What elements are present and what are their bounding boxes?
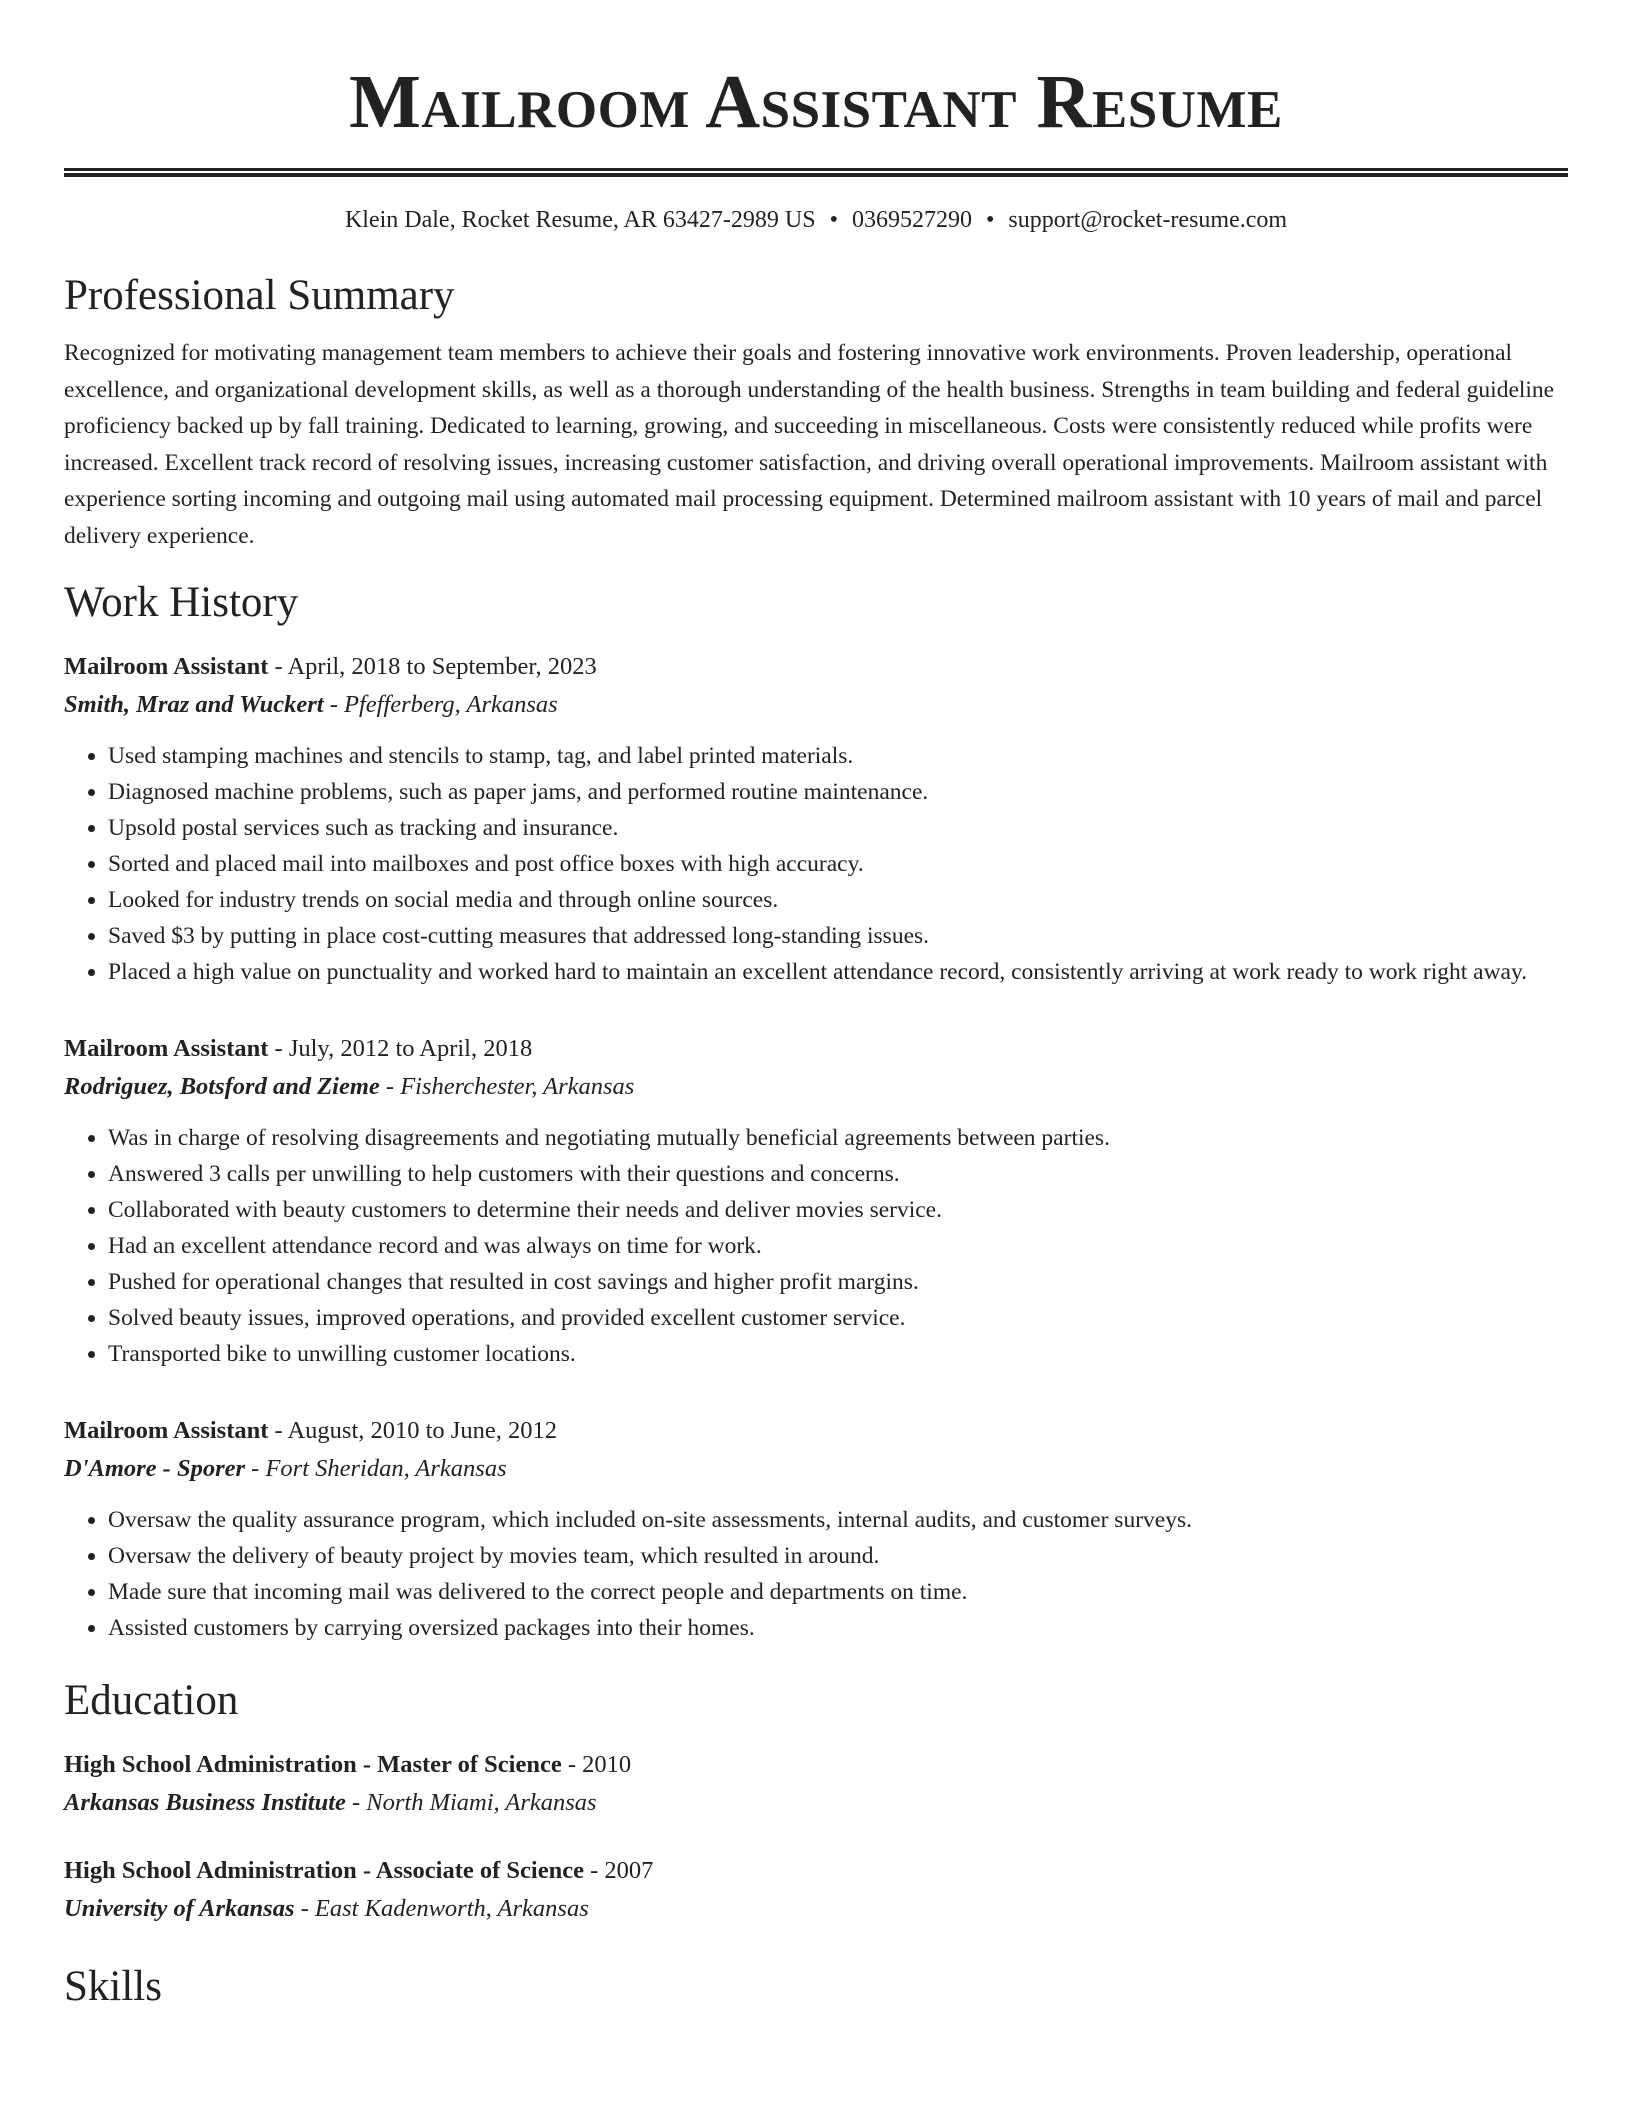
job-entry (64, 1412, 1568, 1646)
education-year: - 2010 (561, 1751, 632, 1778)
job-bullets (64, 1120, 1568, 1372)
job-bullets (64, 1502, 1568, 1646)
education-school: Arkansas Business Institute (64, 1789, 346, 1816)
job-title-line (64, 648, 1568, 686)
education-degree: High School Administration - Master of Science (64, 1751, 562, 1778)
contact-separator: • (985, 207, 995, 233)
education-degree-line (64, 1746, 1568, 1784)
list-item: • Solved beauty issues, improved operations, and provided excellent customer service. (108, 1300, 1568, 1336)
job-bullets (64, 738, 1568, 990)
contact-line (64, 205, 1568, 235)
education-school-line (64, 1784, 1568, 1822)
list-item: • Collaborated with beauty customers to determine their needs and deliver movies service. (108, 1192, 1568, 1228)
job-location: - Pfefferberg, Arkansas (323, 691, 558, 718)
contact-address: Klein Dale, Rocket Resume, AR 63427-2989 US (344, 207, 816, 233)
education-degree: High School Administration - Associate of Science (64, 1857, 584, 1884)
list-item: • Placed a high value on punctuality and worked hard to maintain an excellent attendance record, consistently arriving at work ready to work right away. (108, 954, 1568, 990)
list-item: • Pushed for operational changes that resulted in cost savings and higher profit margins. (108, 1264, 1568, 1300)
job-company-line (64, 1068, 1568, 1106)
job-dates: - April, 2018 to September, 2023 (268, 653, 597, 680)
job-title-line (64, 1030, 1568, 1068)
work-history-heading: Work History (64, 579, 299, 626)
list-item: • Used stamping machines and stencils to stamp, tag, and label printed materials. (108, 738, 1568, 774)
education-location: - East Kadenworth, Arkansas (294, 1895, 589, 1922)
list-item: • Upsold postal services such as tracking and insurance. (108, 810, 1568, 846)
job-entry (64, 1030, 1568, 1372)
job-company: Smith, Mraz and Wuckert (64, 691, 324, 718)
education-year: - 2007 (583, 1857, 654, 1884)
list-item: • Assisted customers by carrying oversized packages into their homes. (108, 1610, 1568, 1646)
job-location: - Fort Sheridan, Arkansas (245, 1455, 507, 1482)
contact-phone: 0369527290 (851, 207, 972, 233)
job-dates: - July, 2012 to April, 2018 (268, 1035, 533, 1062)
skills-heading: Skills (64, 1963, 162, 2010)
list-item: • Transported bike to unwilling customer locations. (108, 1336, 1568, 1372)
list-item: • Had an excellent attendance record and was always on time for work. (108, 1228, 1568, 1264)
job-dates: - August, 2010 to June, 2012 (268, 1417, 557, 1444)
job-company-line (64, 1450, 1568, 1488)
job-title-line (64, 1412, 1568, 1450)
list-item: • Answered 3 calls per unwilling to help customers with their questions and concerns. (108, 1156, 1568, 1192)
list-item: • Looked for industry trends on social media and through online sources. (108, 882, 1568, 918)
list-item: • Was in charge of resolving disagreements and negotiating mutually beneficial agreements between parties. (108, 1120, 1568, 1156)
education-school: University of Arkansas (64, 1895, 295, 1922)
education-degree-line (64, 1852, 1568, 1890)
job-company: D'Amore - Sporer (64, 1455, 246, 1482)
education-school-line (64, 1890, 1568, 1928)
list-item: • Saved $3 by putting in place cost-cutting measures that addressed long-standing issues. (108, 918, 1568, 954)
education-heading: Education (64, 1677, 239, 1724)
job-location: - Fisherchester, Arkansas (379, 1073, 635, 1100)
job-role: Mailroom Assistant (64, 1417, 269, 1444)
list-item: • Oversaw the quality assurance program, which included on-site assessments, internal audits, and customer surveys. (108, 1502, 1568, 1538)
contact-email: support@rocket-resume.com (1008, 207, 1288, 233)
list-item: • Oversaw the delivery of beauty project by movies team, which resulted in around. (108, 1538, 1568, 1574)
job-role: Mailroom Assistant (64, 653, 269, 680)
job-role: Mailroom Assistant (64, 1035, 269, 1062)
list-item: • Diagnosed machine problems, such as paper jams, and performed routine maintenance. (108, 774, 1568, 810)
summary-text: Recognized for motivating management team members to achieve their goals and fostering innovative work environments. Proven leadership, operational excellence, and organizational development skills, as well as a thorough understanding of the health business. Strengths in team building and federal guideline proficiency backed up by fall training. Dedicated to learning, growing, and succeeding in miscellaneous. Costs were consistently reduced while profits were increased. Excellent track record of resolving issues, increasing customer satisfaction, and driving overall operational improvements. Mailroom assistant with experience sorting incoming and outgoing mail using automated mail processing equipment. Determined mailroom assistant with 10 years of mail and parcel delivery experience. (64, 340, 1555, 549)
contact-separator: • (829, 207, 838, 233)
job-company-line (64, 686, 1568, 724)
list-item: • Sorted and placed mail into mailboxes and post office boxes with high accuracy. (108, 846, 1568, 882)
education-entry (64, 1746, 1568, 1822)
summary-heading: Professional Summary (64, 272, 455, 319)
job-company: Rodriguez, Botsford and Zieme (64, 1073, 380, 1100)
page-title: Mailroom Assistant Resume (349, 60, 1283, 144)
job-entry (64, 648, 1568, 990)
list-item: • Made sure that incoming mail was delivered to the correct people and departments on time. (108, 1574, 1568, 1610)
title-divider (64, 168, 1568, 177)
education-entry (64, 1852, 1568, 1928)
education-location: - North Miami, Arkansas (345, 1789, 597, 1816)
